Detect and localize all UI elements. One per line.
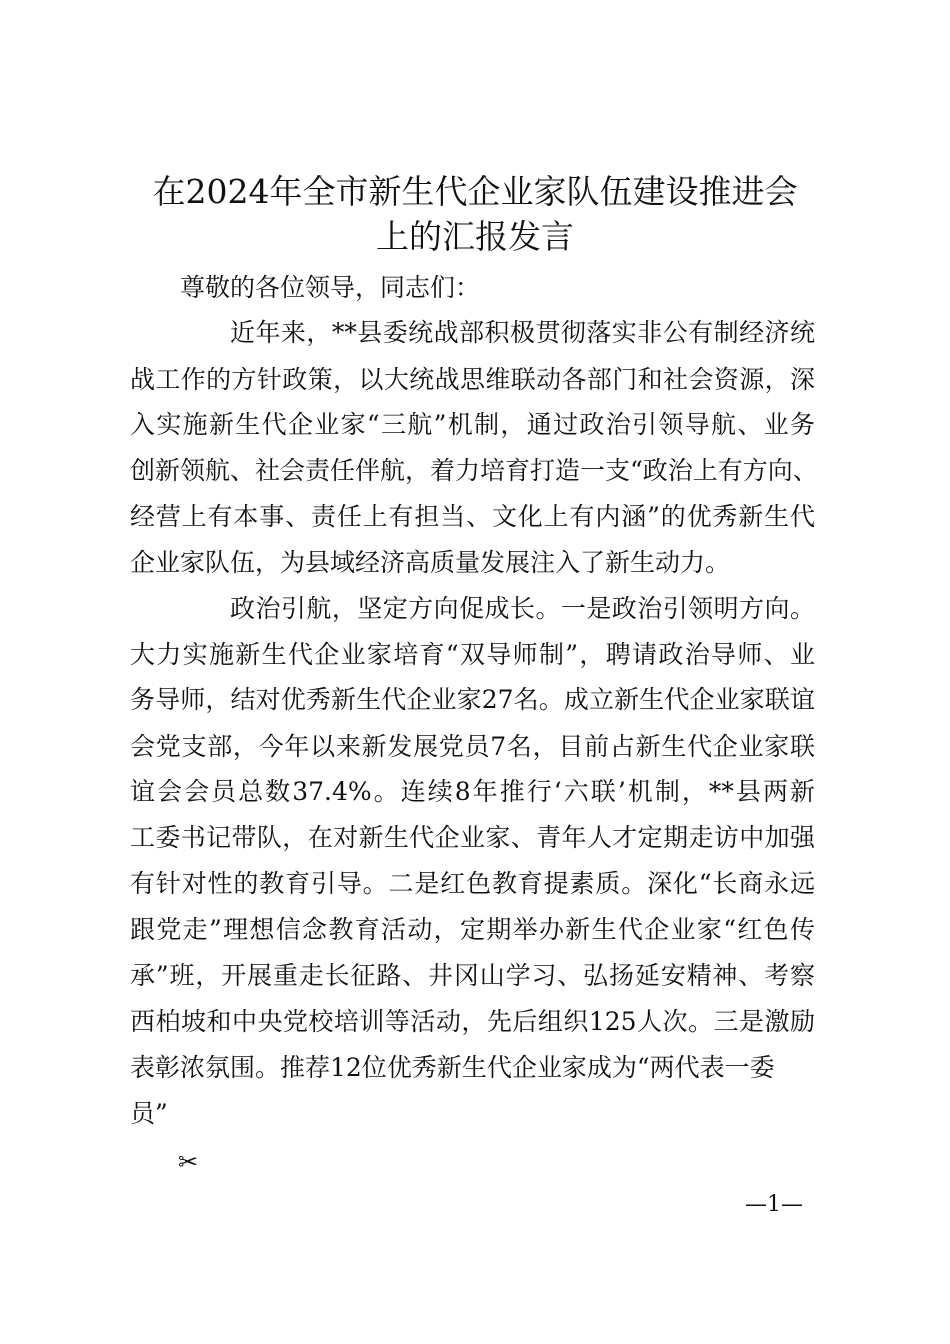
text-line: 有针对性的教育引导。二是红色教育提素质。深化“长商永远: [130, 869, 815, 898]
text-line: 企业家队伍，为县域经济高质量发展注入了新生动力。: [130, 548, 731, 577]
text-line: 会党支部，今年以来新发展党员7名，目前占新生代企业家联: [130, 732, 815, 761]
text-line: 跟党走”理想信念教育活动，定期举办新生代企业家“红色传: [130, 915, 815, 944]
text-line: 战工作的方针政策，以大统战思维联动各部门和社会资源，深: [130, 365, 815, 394]
title-line-1: 在2024年全市新生代企业家队伍建设推进会: [152, 172, 798, 211]
text-line: 政治引航，坚定方向促成长。一是政治引领明方向。: [230, 594, 815, 623]
text-line: 大力实施新生代企业家培育“双导师制”，聘请政治导师、业: [130, 640, 815, 669]
text-line: 员”: [130, 1099, 168, 1128]
text-line: 近年来，**县委统战部积极贯彻落实非公有制经济统: [230, 318, 815, 347]
text-line: 务导师，结对优秀新生代企业家27名。成立新生代企业家联谊: [130, 685, 815, 714]
text-line: 表彰浓氛围。推荐12位优秀新生代企业家成为“两代表一委: [130, 1053, 775, 1082]
text-line: 创新领航、社会责任伴航，着力培育打造一支“政治上有方向、: [130, 456, 818, 485]
text-line: 入实施新生代企业家“三航”机制，通过政治引领导航、业务: [130, 410, 815, 439]
salutation: 尊敬的各位领导，同志们：: [180, 273, 481, 302]
scissors-icon: ✂: [178, 1148, 199, 1176]
text-line: 经营上有本事、责任上有担当、文化上有内涵”的优秀新生代: [130, 502, 815, 531]
page-number: —1—: [745, 1192, 803, 1217]
text-line: 西柏坡和中央党校培训等活动，先后组织125人次。三是激励: [130, 1007, 815, 1036]
text-line: 承”班，开展重走长征路、井冈山学习、弘扬延安精神、考察: [130, 961, 815, 990]
text-line: 工委书记带队，在对新生代企业家、青年人才定期走访中加强: [130, 823, 815, 852]
text-line: 谊会会员总数37.4%。连续8年推行‘六联’机制，**县两新: [130, 777, 815, 806]
title-line-2: 上的汇报发言: [376, 217, 574, 256]
